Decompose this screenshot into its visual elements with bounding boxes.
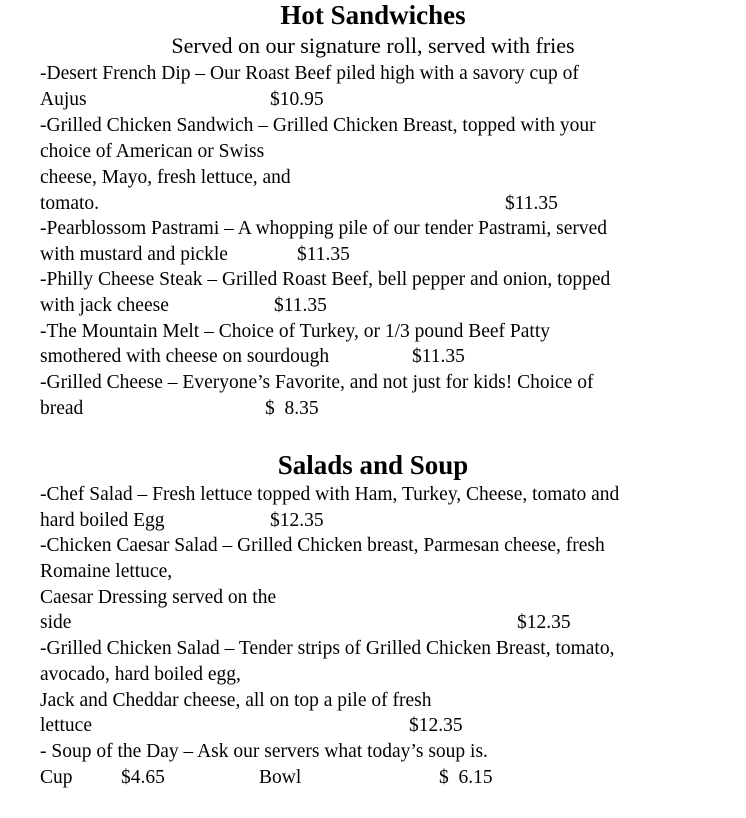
item-price: $11.35 (412, 346, 465, 367)
item-price: $11.35 (505, 193, 558, 214)
hot-sandwiches-title: Hot Sandwiches (280, 0, 466, 30)
item-line: - Soup of the Day – Ask our servers what today’s soup is. (40, 741, 488, 762)
item-line: Jack and Cheddar cheese, all on top a pile of fresh (40, 690, 432, 711)
item-line: -Grilled Cheese – Everyone’s Favorite, and not just for kids! Choice of (40, 372, 594, 393)
item-line: -The Mountain Melt – Choice of Turkey, or 1/3 pound Beef Patty (40, 321, 551, 342)
item-line: -Desert French Dip – Our Roast Beef piled high with a savory cup of (40, 63, 579, 84)
item-line: -Philly Cheese Steak – Grilled Roast Beef, bell pepper and onion, topped (40, 269, 611, 290)
item-price: $10.95 (270, 89, 324, 110)
hot-sandwiches-subtitle: Served on our signature roll, served with fries (171, 33, 575, 58)
soup-bowl-price: $ 6.15 (439, 767, 493, 788)
item-line: smothered with cheese on sourdough (40, 346, 330, 367)
soup-cup-label: Cup (40, 767, 73, 788)
item-line: -Grilled Chicken Salad – Tender strips of Grilled Chicken Breast, tomato, (40, 638, 615, 659)
item-line: Romaine lettuce, (40, 561, 173, 582)
item-line: avocado, hard boiled egg, (40, 664, 241, 685)
item-price: $11.35 (297, 244, 350, 265)
item-line: Aujus (40, 89, 87, 110)
item-line: side (40, 612, 72, 633)
salads-soup-title: Salads and Soup (277, 450, 469, 480)
item-price: $ 8.35 (265, 398, 319, 419)
item-line: -Chef Salad – Fresh lettuce topped with Ham, Turkey, Cheese, tomato and (40, 484, 620, 505)
soup-cup-price: $4.65 (121, 767, 165, 788)
item-line: -Chicken Caesar Salad – Grilled Chicken breast, Parmesan cheese, fresh (40, 535, 605, 556)
item-line: with jack cheese (40, 295, 169, 316)
item-line: Caesar Dressing served on the (40, 587, 277, 608)
item-line: -Pearblossom Pastrami – A whopping pile of our tender Pastrami, served (40, 218, 608, 239)
item-price: $12.35 (409, 715, 463, 736)
item-line: bread (40, 398, 84, 419)
item-line: choice of American or Swiss (40, 141, 265, 162)
item-line: -Grilled Chicken Sandwich – Grilled Chicken Breast, topped with your (40, 115, 596, 136)
item-line: hard boiled Egg (40, 510, 165, 531)
item-line: tomato. (40, 193, 100, 214)
item-line: with mustard and pickle (40, 244, 228, 265)
item-price: $12.35 (517, 612, 571, 633)
item-price: $11.35 (274, 295, 327, 316)
item-line: cheese, Mayo, fresh lettuce, and (40, 167, 291, 188)
soup-bowl-label: Bowl (259, 767, 302, 788)
item-line: lettuce (40, 715, 92, 736)
item-price: $12.35 (270, 510, 324, 531)
